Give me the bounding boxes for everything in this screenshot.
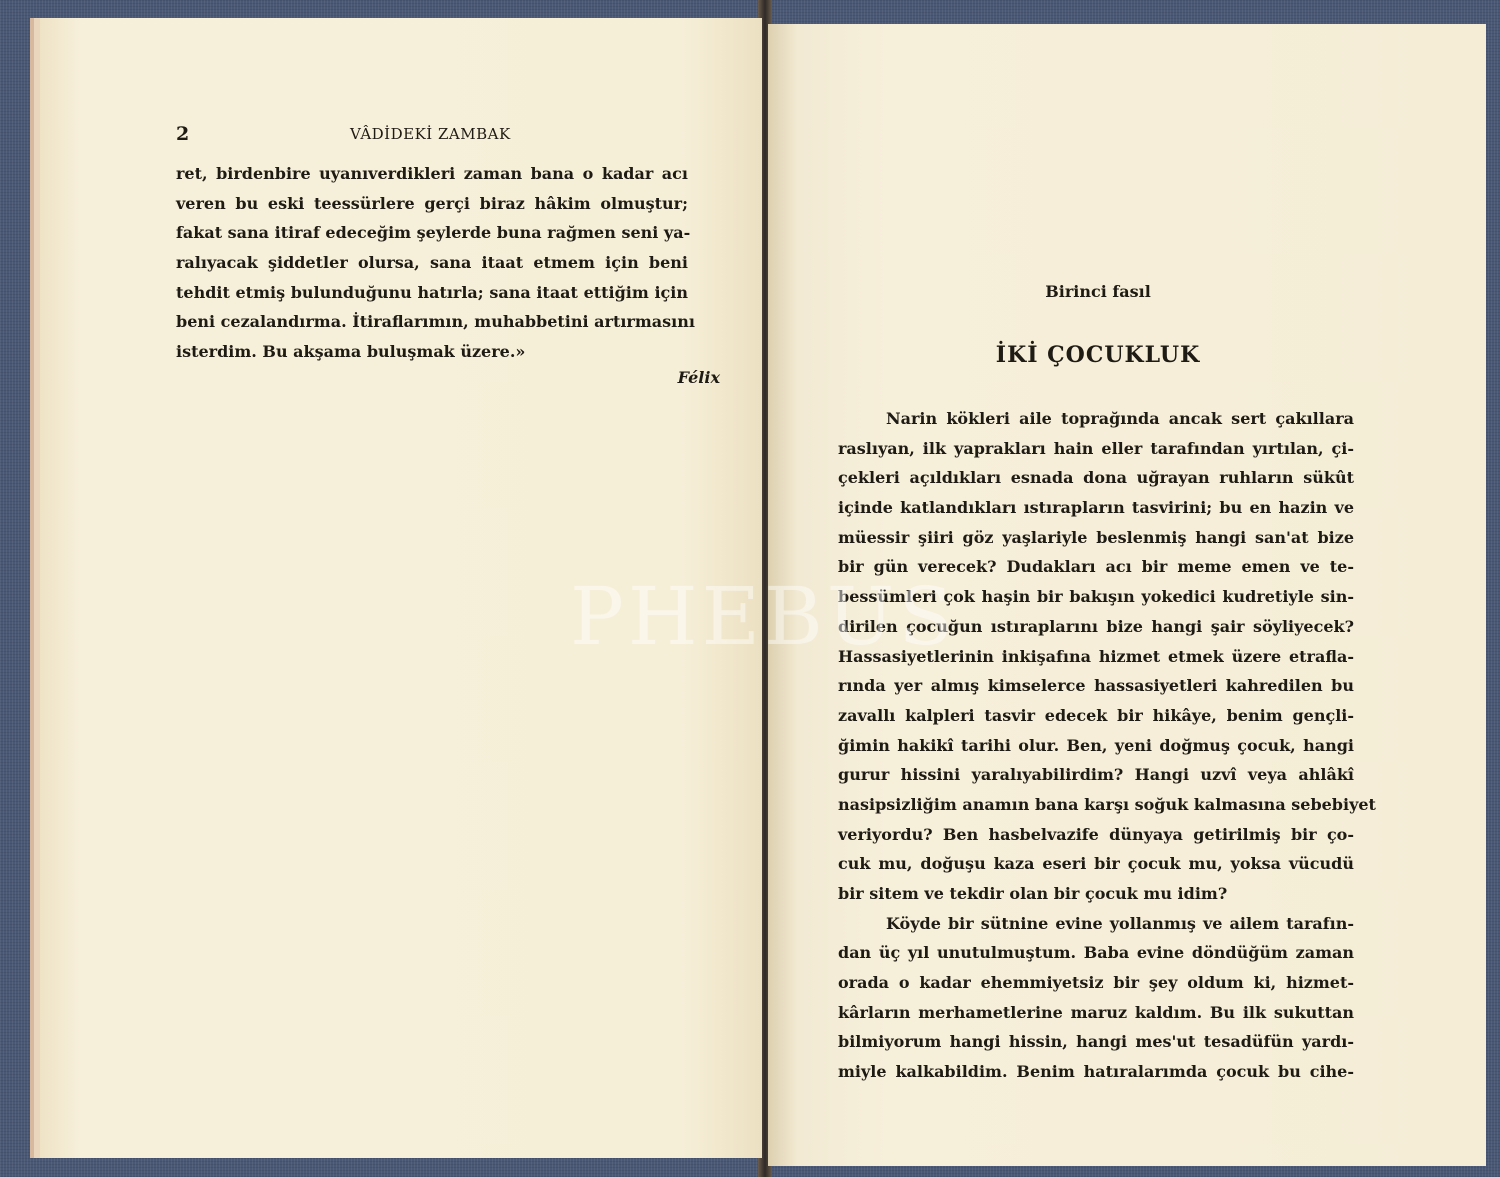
text-line: rında yer almış kimselerce hassasiyetleri kahredilen bu	[838, 676, 1354, 696]
text-line: isterdim. Bu akşama buluşmak üzere.»	[176, 342, 526, 362]
text-line: Hassasiyetlerinin inkişafına hizmet etmek üzere etrafla-	[838, 646, 1354, 666]
text-line: gurur hissini yaralıyabilirdim? Hangi uzvî veya ahlâkî	[838, 765, 1354, 785]
watermark: PHEBUS	[570, 570, 958, 663]
text-line: miyle kalkabildim. Benim hatıralarımda çocuk bu cihe-	[838, 1062, 1354, 1082]
signature: Félix	[677, 368, 720, 387]
text-line: veriyordu? Ben hasbelvazife dünyaya getirilmiş bir ço-	[838, 824, 1354, 844]
text-line: ğimin hakikî tarihi olur. Ben, yeni doğmuş çocuk, hangi	[838, 735, 1354, 755]
text-line: ralıyacak şiddetler olursa, sana itaat etmem için beni	[176, 253, 688, 273]
text-line: dirilen çocuğun ıstıraplarını bize hangi şair söyliyecek?	[838, 616, 1354, 636]
text-line: cuk mu, doğuşu kaza eseri bir çocuk mu, yoksa vücudü	[838, 854, 1354, 874]
text-line: dan üç yıl unutulmuştum. Baba evine döndüğüm zaman	[838, 943, 1354, 963]
text-line: beni cezalandırma. İtiraflarımın, muhabbetini artırmasını	[176, 312, 695, 332]
running-header	[170, 113, 730, 143]
chapter-label: Birinci fasıl	[1045, 282, 1151, 301]
page-number: 2	[176, 123, 190, 145]
left-page-text	[176, 159, 695, 367]
text-line: ret, birdenbire uyanıverdikleri zaman bana o kadar acı	[176, 164, 688, 183]
text-line: veren bu eski teessürlere gerçi biraz hâkim olmuştur;	[176, 193, 688, 213]
text-line: orada o kadar ehemmiyetsiz bir şey oldum ki, hizmet-	[838, 973, 1354, 993]
text-line: çekleri açıldıkları esnada dona uğrayan ruhların sükût	[838, 468, 1354, 488]
text-line: fakat sana itiraf edeceğim şeylerde buna rağmen seni ya-	[176, 223, 691, 243]
text-line: müessir şiiri göz yaşlariyle beslenmiş hangi san'at bize	[838, 527, 1354, 547]
text-line: nasipsizliğim anamın bana karşı soğuk kalmasına sebebiyet	[838, 794, 1376, 814]
text-line: bilmiyorum hangi hissin, hangi mes'ut tesadüfün yardı-	[838, 1032, 1354, 1052]
chapter-title: İKİ ÇOCUKLUK	[995, 342, 1201, 368]
right-page-text	[838, 404, 1376, 1087]
text-line: bir gün verecek? Dudakları acı bir meme emen ve te-	[838, 557, 1354, 577]
text-line: bessümleri çok haşin bir bakışın yokedici kudretiyle sin-	[838, 587, 1354, 607]
text-line: zavallı kalpleri tasvir edecek bir hikâye, benim gençli-	[838, 705, 1354, 725]
text-line: tehdit etmiş bulunduğunu hatırla; sana itaat ettiğim için	[176, 282, 688, 302]
text-line: raslıyan, ilk yaprakları hain eller tarafından yırtılan, çi-	[838, 438, 1354, 458]
text-line: Köyde bir sütnine evine yollanmış ve ailem tarafın-	[886, 913, 1354, 933]
text-line: içinde katlandıkları ıstırapların tasvirini; bu en hazin ve	[838, 498, 1354, 518]
running-title: VÂDİDEKİ ZAMBAK	[350, 125, 511, 143]
text-line: Narin kökleri aile toprağında ancak sert çakıllara	[886, 409, 1354, 428]
text-line: bir sitem ve tekdir olan bir çocuk mu idim?	[838, 884, 1228, 903]
text-line: kârların merhametlerine maruz kaldım. Bu ilk sukuttan	[838, 1002, 1354, 1022]
